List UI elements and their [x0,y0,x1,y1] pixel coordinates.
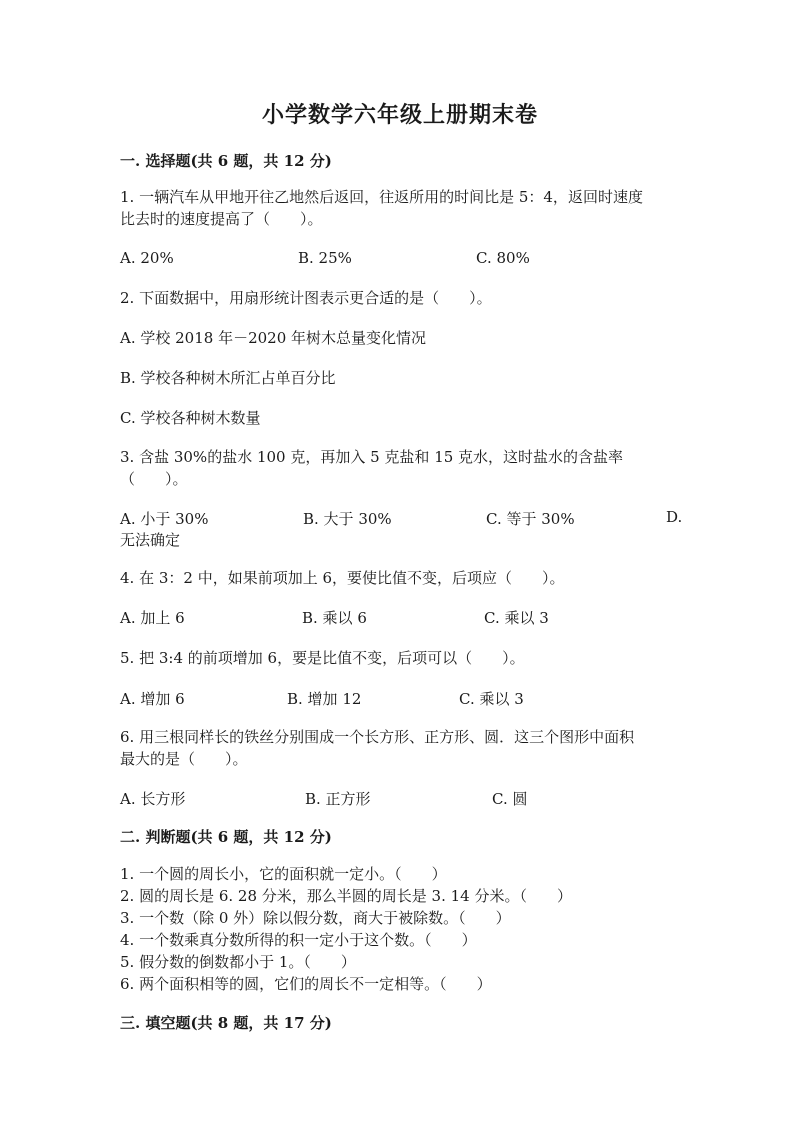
option-c: C. 学校各种树木数量 [120,409,261,427]
option-a: A. 长方形 [120,790,186,808]
judge-question-1: 1. 一个圆的周长小，它的面积就一定小。（ ） [120,865,447,883]
option-a: A. 加上 6 [120,609,185,627]
question-4 [120,567,690,589]
question-stem-line: 5. 把 3:4 的前项增加 6，要是比值不变，后项可以（ ）。 [120,649,525,667]
option-d-text: 无法确定 [120,531,181,549]
question-stem-line: 2. 下面数据中，用扇形统计图表示更合适的是（ ）。 [120,289,492,307]
section-heading-fill: 三. 填空题(共 8 题，共 17 分) [120,1014,332,1032]
option-b: B. 乘以 6 [302,609,367,627]
question-6 [120,726,690,770]
option-a: A. 小于 30% [120,510,209,528]
question-stem-line: 最大的是（ ）。 [120,750,248,768]
page-title: 小学数学六年级上册期末卷 [261,102,538,128]
judge-question-2: 2. 圆的周长是 6. 28 分米，那么半圆的周长是 3. 14 分米。（ ） [120,887,572,905]
question-stem-line: 比去时的速度提高了（ ）。 [120,210,323,228]
section-heading-judge: 二. 判断题(共 6 题，共 12 分) [120,828,332,846]
option-b: B. 大于 30% [303,510,392,528]
option-b: B. 正方形 [305,790,371,808]
option-c: C. 圆 [492,790,528,808]
option-b: B. 25% [298,249,352,267]
option-b: B. 学校各种树木所汇占单百分比 [120,369,336,387]
question-3 [120,446,690,490]
option-d: D. [666,508,683,526]
question-1 [120,186,690,230]
option-a: A. 20% [120,249,174,267]
option-a: A. 学校 2018 年－2020 年树木总量变化情况 [120,329,427,347]
option-a: A. 增加 6 [120,690,185,708]
question-stem-line: 4. 在 3：2 中，如果前项加上 6，要使比值不变，后项应（ ）。 [120,569,565,587]
option-c: C. 80% [476,249,530,267]
judge-question-5: 5. 假分数的倒数都小于 1。（ ） [120,953,356,971]
option-c: C. 乘以 3 [484,609,549,627]
question-2 [120,287,690,309]
option-b: B. 增加 12 [287,690,362,708]
question-stem-line: 6. 用三根同样长的铁丝分别围成一个长方形、正方形、圆．这三个图形中面积 [120,728,635,746]
question-stem-line: 3. 含盐 30%的盐水 100 克，再加入 5 克盐和 15 克水，这时盐水的含盐率 [120,448,624,466]
section-heading-choice: 一. 选择题(共 6 题，共 12 分) [120,152,332,170]
question-5 [120,647,690,669]
option-c: C. 乘以 3 [459,690,524,708]
option-c: C. 等于 30% [486,510,575,528]
question-stem-line: （ ）。 [120,470,188,488]
judge-question-4: 4. 一个数乘真分数所得的积一定小于这个数。（ ） [120,931,477,949]
judge-question-3: 3. 一个数（除 0 外）除以假分数，商大于被除数。（ ） [120,909,511,927]
judge-question-6: 6. 两个面积相等的圆，它们的周长不一定相等。（ ） [120,975,492,993]
question-stem-line: 1. 一辆汽车从甲地开往乙地然后返回，往返所用的时间比是 5：4，返回时速度 [120,188,643,206]
